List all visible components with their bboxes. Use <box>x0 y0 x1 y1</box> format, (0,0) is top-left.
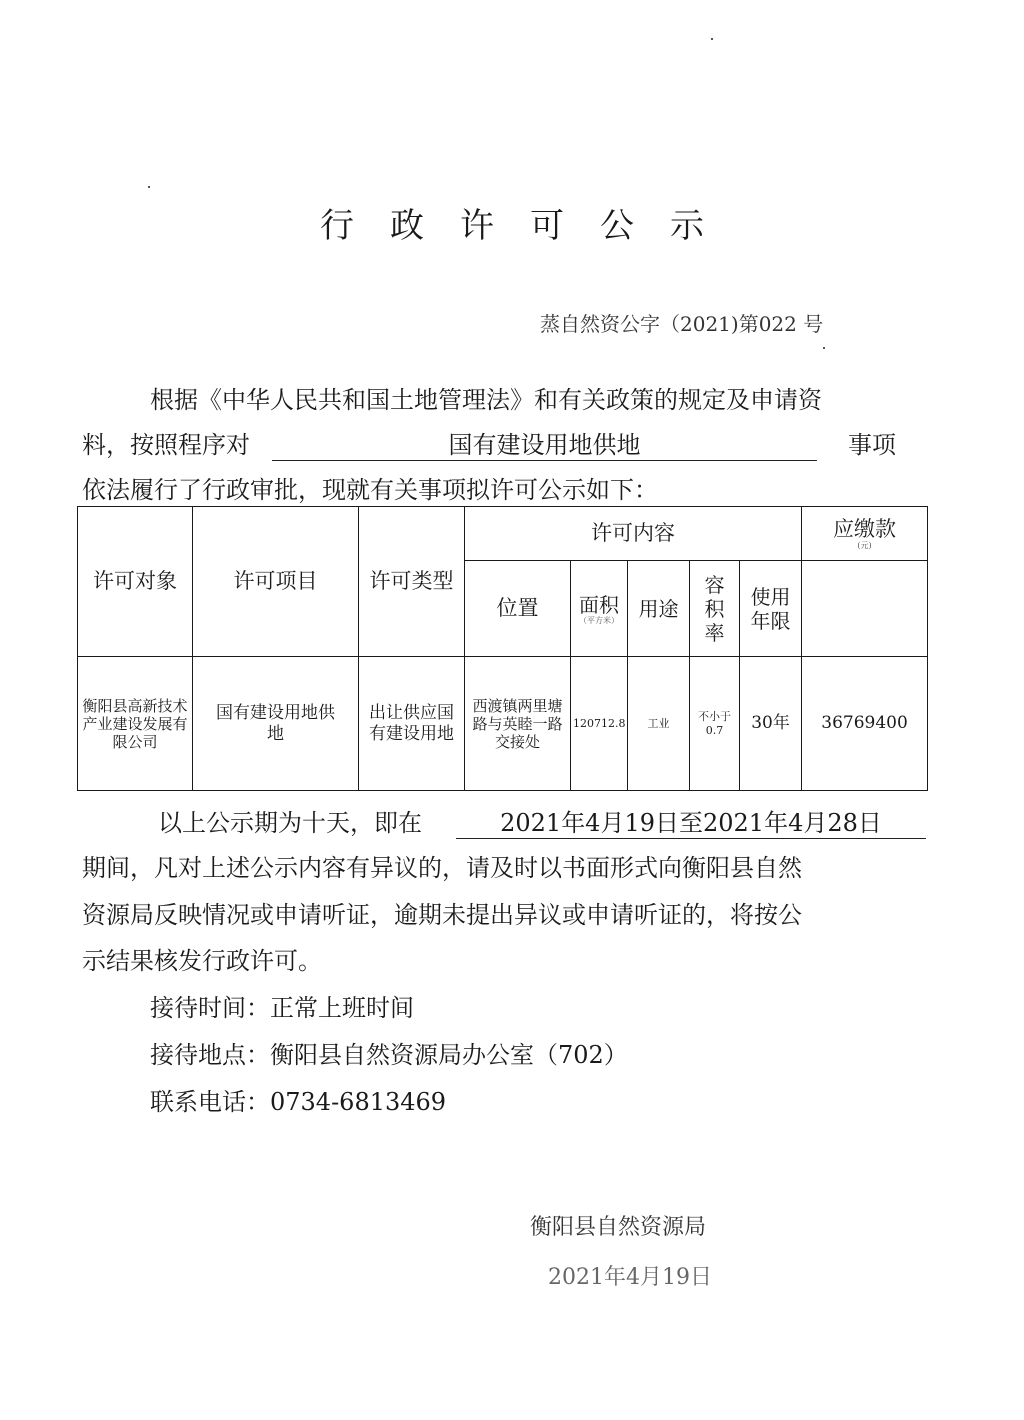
period-line-2: 期间，凡对上述公示内容有异议的，请及时以书面形式向衡阳县自然 <box>82 854 802 882</box>
header-permit-content: 许可内容 <box>465 507 802 561</box>
header-use: 用途 <box>628 561 690 657</box>
header-permit-type: 许可类型 <box>359 507 465 657</box>
header-area-unit: （平方米） <box>579 615 619 625</box>
contact-phone: 联系电话：0734-6813469 <box>150 1088 447 1116</box>
cell-use-term: 30年 <box>740 657 802 791</box>
period-line-4: 示结果核发行政许可。 <box>82 947 322 975</box>
header-fee-label: 应缴款 <box>833 516 897 541</box>
header-area-label: 面积 <box>579 592 619 617</box>
header-permit-object: 许可对象 <box>78 507 193 657</box>
header-floor-area-ratio <box>690 561 740 657</box>
header-location: 位置 <box>465 561 571 657</box>
header-term-line-2: 年限 <box>750 608 791 633</box>
issuer-signature: 衡阳县自然资源局 <box>530 1215 707 1240</box>
table-row <box>78 657 928 791</box>
period-line-3: 资源局反映情况或申请听证，逾期未提出异议或申请听证的，将按公 <box>82 901 802 929</box>
intro-line-1: 根据《中华人民共和国土地管理法》和有关政策的规定及申请资 <box>150 386 822 414</box>
period-dates-blank: 2021年4月19日至2021年4月28日 <box>456 803 926 839</box>
header-fee-unit: (元) <box>857 541 872 551</box>
header-fee-empty <box>802 561 928 657</box>
cell-location: 西渡镇两里塘路与英睦一路交接处 <box>465 657 571 791</box>
header-far-char-2: 积 <box>704 596 725 621</box>
header-area <box>571 561 628 657</box>
cell-permit-item: 国有建设用地供地 <box>193 657 359 791</box>
cell-fee: 36769400 <box>802 657 928 791</box>
scan-speck <box>148 186 150 188</box>
cell-permit-type: 出让供应国有建设用地 <box>359 657 465 791</box>
cell-use: 工业 <box>628 657 690 791</box>
document-number: 蒸自然资公字（2021)第022 号 <box>540 312 824 336</box>
header-permit-item: 许可项目 <box>193 507 359 657</box>
intro-line-3: 依法履行了行政审批，现就有关事项拟许可公示如下： <box>82 476 658 504</box>
sign-date: 2021年4月19日 <box>548 1265 712 1290</box>
header-use-term <box>740 561 802 657</box>
period-prefix: 以上公示期为十天，即在 <box>158 809 422 837</box>
cell-floor-area-ratio: 不小于0.7 <box>690 657 740 791</box>
header-far-char-1: 容 <box>704 572 725 597</box>
scan-speck <box>823 347 825 349</box>
page-title: 行政许可公示 <box>320 206 740 246</box>
header-fee <box>802 507 928 561</box>
reception-time: 接待时间：正常上班时间 <box>150 994 414 1022</box>
permit-table <box>77 506 928 791</box>
cell-area: 120712.8 <box>571 657 628 791</box>
intro-line-2-suffix: 事项 <box>848 431 896 459</box>
scan-speck <box>711 38 713 40</box>
permit-matter-blank: 国有建设用地供地 <box>272 425 817 461</box>
header-term-line-1: 使用 <box>750 584 791 609</box>
header-far-char-3: 率 <box>704 620 725 645</box>
reception-place: 接待地点：衡阳县自然资源局办公室（702） <box>150 1041 628 1069</box>
intro-line-2-prefix: 料，按照程序对 <box>82 431 250 459</box>
cell-permit-object: 衡阳县高新技术产业建设发展有限公司 <box>78 657 193 791</box>
